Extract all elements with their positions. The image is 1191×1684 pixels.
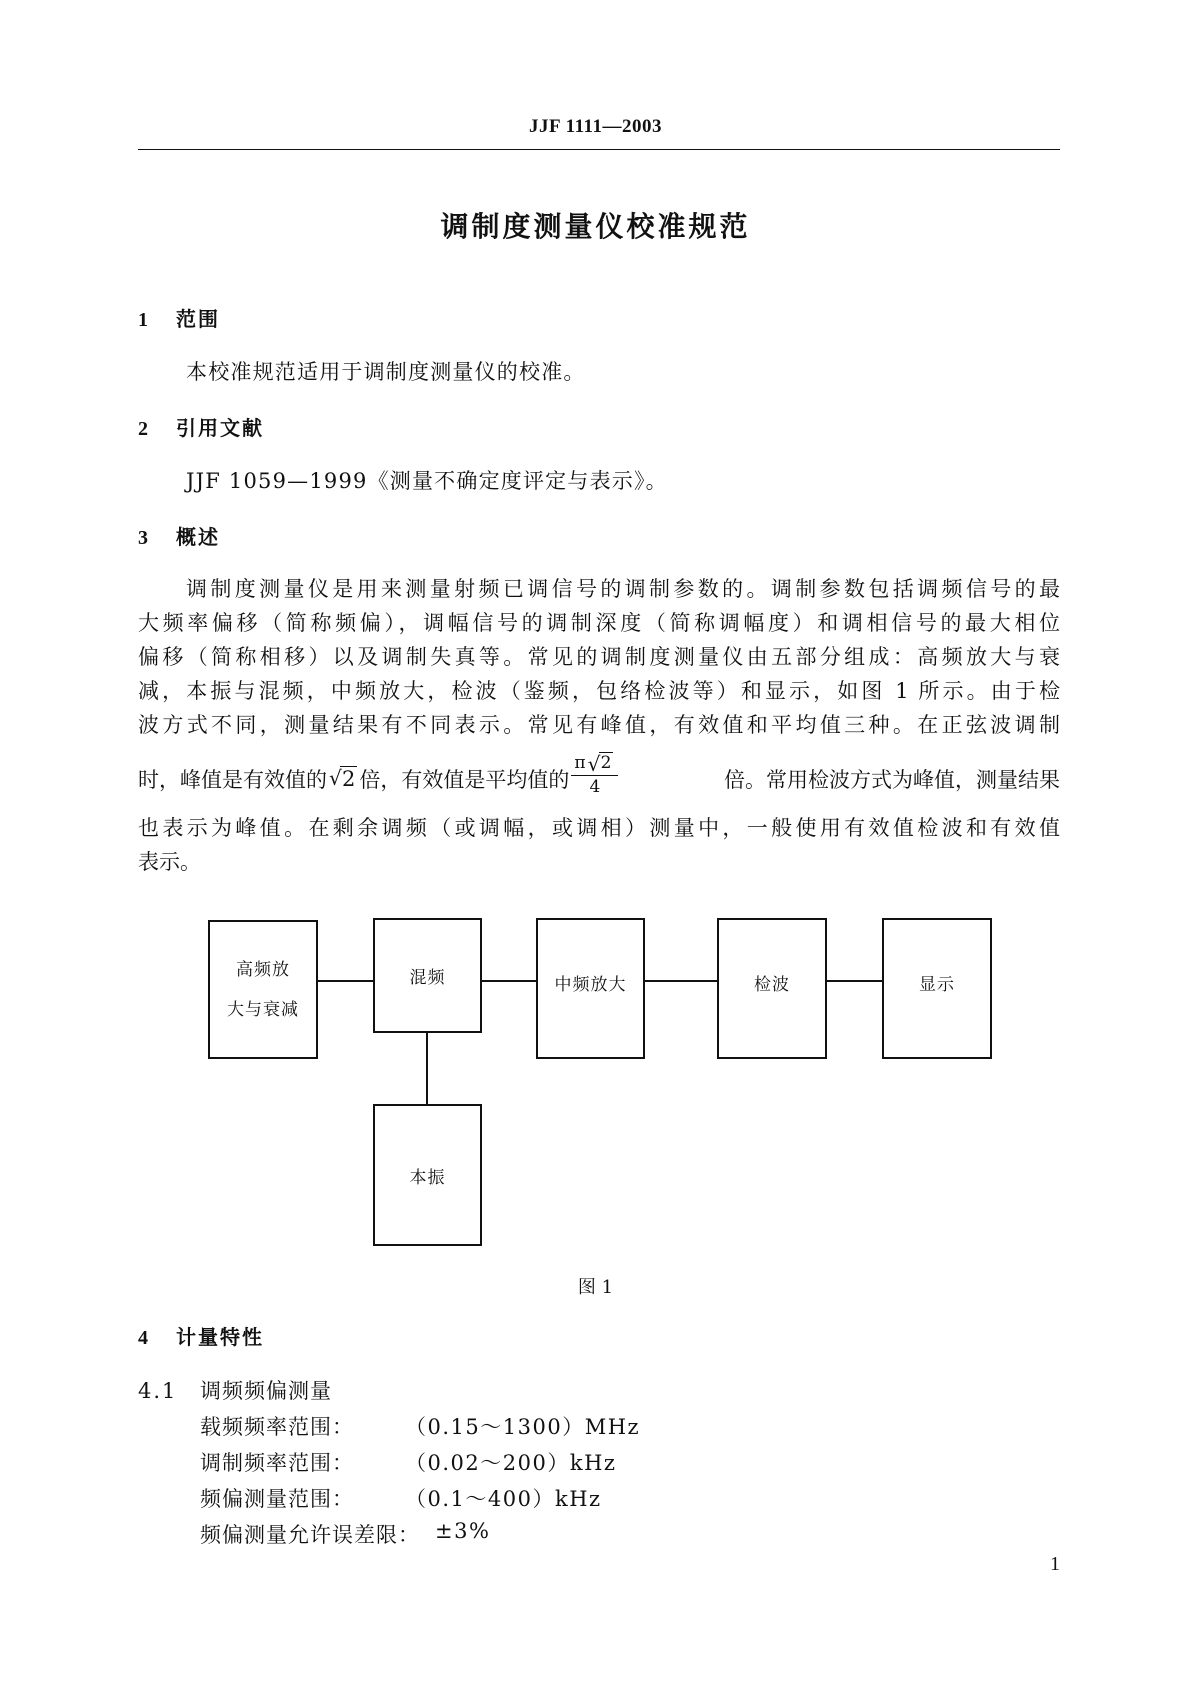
section-3-heading bbox=[138, 521, 220, 550]
paragraph-line-text: 调制度测量仪是用来测量射频已调信号的调制参数的。调制参数包括调频信号的最 bbox=[186, 577, 1060, 601]
section-2-heading bbox=[138, 412, 264, 441]
paragraph-line-text: 表示。 bbox=[138, 850, 201, 874]
fraction-numerator bbox=[571, 754, 618, 776]
sqrt-symbol bbox=[329, 767, 357, 791]
section-1-heading bbox=[138, 303, 220, 332]
page-number: 1 bbox=[1050, 1553, 1060, 1575]
paragraph-line bbox=[138, 607, 1060, 637]
local-oscillator-block bbox=[373, 1104, 482, 1246]
connector-line bbox=[318, 980, 373, 982]
if-amplifier-block bbox=[536, 918, 645, 1059]
section-number: 3 bbox=[138, 527, 150, 549]
pi-symbol: π bbox=[574, 753, 586, 773]
paragraph-line bbox=[186, 573, 1060, 603]
header-rule bbox=[138, 149, 1060, 150]
paragraph-line bbox=[138, 709, 1060, 739]
subsection-4-1-heading bbox=[138, 1375, 332, 1405]
section-number: 1 bbox=[138, 309, 150, 331]
spec-label: 载频频率范围： bbox=[200, 1415, 354, 1439]
formula-line bbox=[138, 753, 1060, 800]
section-title: 引用文献 bbox=[176, 416, 264, 440]
paragraph-line bbox=[138, 641, 1060, 671]
hf-amp-attenuator-block bbox=[208, 920, 318, 1059]
detector-block bbox=[717, 918, 827, 1059]
block-label: 本振 bbox=[409, 1167, 446, 1188]
paragraph-line-text: 偏移（简称相移）以及调制失真等。常见的调制度测量仪由五部分组成：高频放大与衰 bbox=[138, 645, 1060, 669]
fraction-denominator: 4 bbox=[589, 776, 601, 797]
section-1-body: 本校准规范适用于调制度测量仪的校准。 bbox=[186, 360, 586, 384]
section-number: 4 bbox=[138, 1327, 150, 1349]
connector-line bbox=[827, 980, 882, 982]
connector-line bbox=[645, 980, 717, 982]
block-label: 显示 bbox=[919, 975, 955, 995]
paragraph-line-text: 大频率偏移（简称频偏），调幅信号的调制深度（简称调幅度）和调相信号的最大相位 bbox=[138, 611, 1060, 635]
spec-value: （0.1～400）kHz bbox=[405, 1487, 602, 1511]
section-title: 概述 bbox=[176, 525, 220, 549]
spec-row bbox=[200, 1519, 491, 1549]
spec-label: 频偏测量范围： bbox=[200, 1487, 354, 1511]
connector-line bbox=[426, 1033, 428, 1104]
spec-label: 调制频率范围： bbox=[200, 1451, 354, 1475]
paragraph-line bbox=[138, 675, 1060, 705]
mixer-block bbox=[373, 918, 482, 1033]
spec-row bbox=[200, 1447, 617, 1477]
section-title: 计量特性 bbox=[176, 1325, 264, 1349]
spec-value: ±3% bbox=[435, 1519, 491, 1543]
paragraph-line bbox=[138, 846, 1060, 876]
paragraph-line bbox=[138, 812, 1060, 842]
sqrt-radicand: 2 bbox=[600, 753, 612, 773]
formula-text: 倍。常用检波方式为峰值，测量结果 bbox=[724, 768, 1060, 793]
document-title: 调制度测量仪校准规范 bbox=[440, 210, 751, 243]
fraction bbox=[571, 754, 618, 796]
subsection-number: 4.1 bbox=[138, 1379, 178, 1403]
section-title: 范围 bbox=[176, 307, 220, 331]
block-label: 检波 bbox=[754, 975, 790, 995]
formula-text: 时，峰值是有效值的 bbox=[138, 768, 327, 793]
connector-line bbox=[482, 980, 536, 982]
section-number: 2 bbox=[138, 418, 150, 440]
block-label: 高频放 bbox=[236, 959, 290, 980]
block-label: 大与衰减 bbox=[227, 999, 299, 1020]
spec-row bbox=[200, 1411, 641, 1441]
sqrt-symbol bbox=[588, 754, 614, 773]
formula-line-left bbox=[138, 753, 620, 800]
sqrt-radicand: 2 bbox=[342, 767, 356, 792]
display-block bbox=[882, 918, 992, 1059]
spec-value: （0.15～1300）MHz bbox=[405, 1415, 641, 1439]
figure-caption: 图 1 bbox=[577, 1277, 614, 1298]
paragraph-line-text: 减，本振与混频，中频放大，检波（鉴频，包络检波等）和显示，如图 1 所示。由于检 bbox=[138, 679, 1060, 703]
paragraph-line-text: 也表示为峰值。在剩余调频（或调幅，或调相）测量中，一般使用有效值检波和有效值 bbox=[138, 816, 1060, 840]
subsection-title: 调频频偏测量 bbox=[200, 1379, 332, 1403]
paragraph-line-text: 波方式不同，测量结果有不同表示。常见有峰值，有效值和平均值三种。在正弦波调制 bbox=[138, 713, 1060, 737]
section-4-heading bbox=[138, 1321, 264, 1350]
block-label: 中频放大 bbox=[554, 975, 627, 995]
standard-code: JJF 1111—2003 bbox=[528, 116, 662, 137]
spec-label: 频偏测量允许误差限： bbox=[200, 1523, 420, 1547]
formula-text: 倍，有效值是平均值的 bbox=[359, 768, 570, 793]
spec-row bbox=[200, 1483, 602, 1513]
block-label: 混频 bbox=[409, 968, 446, 988]
spec-value: （0.02～200）kHz bbox=[405, 1451, 617, 1475]
section-2-body: JJF 1059—1999《测量不确定度评定与表示》。 bbox=[186, 469, 668, 493]
